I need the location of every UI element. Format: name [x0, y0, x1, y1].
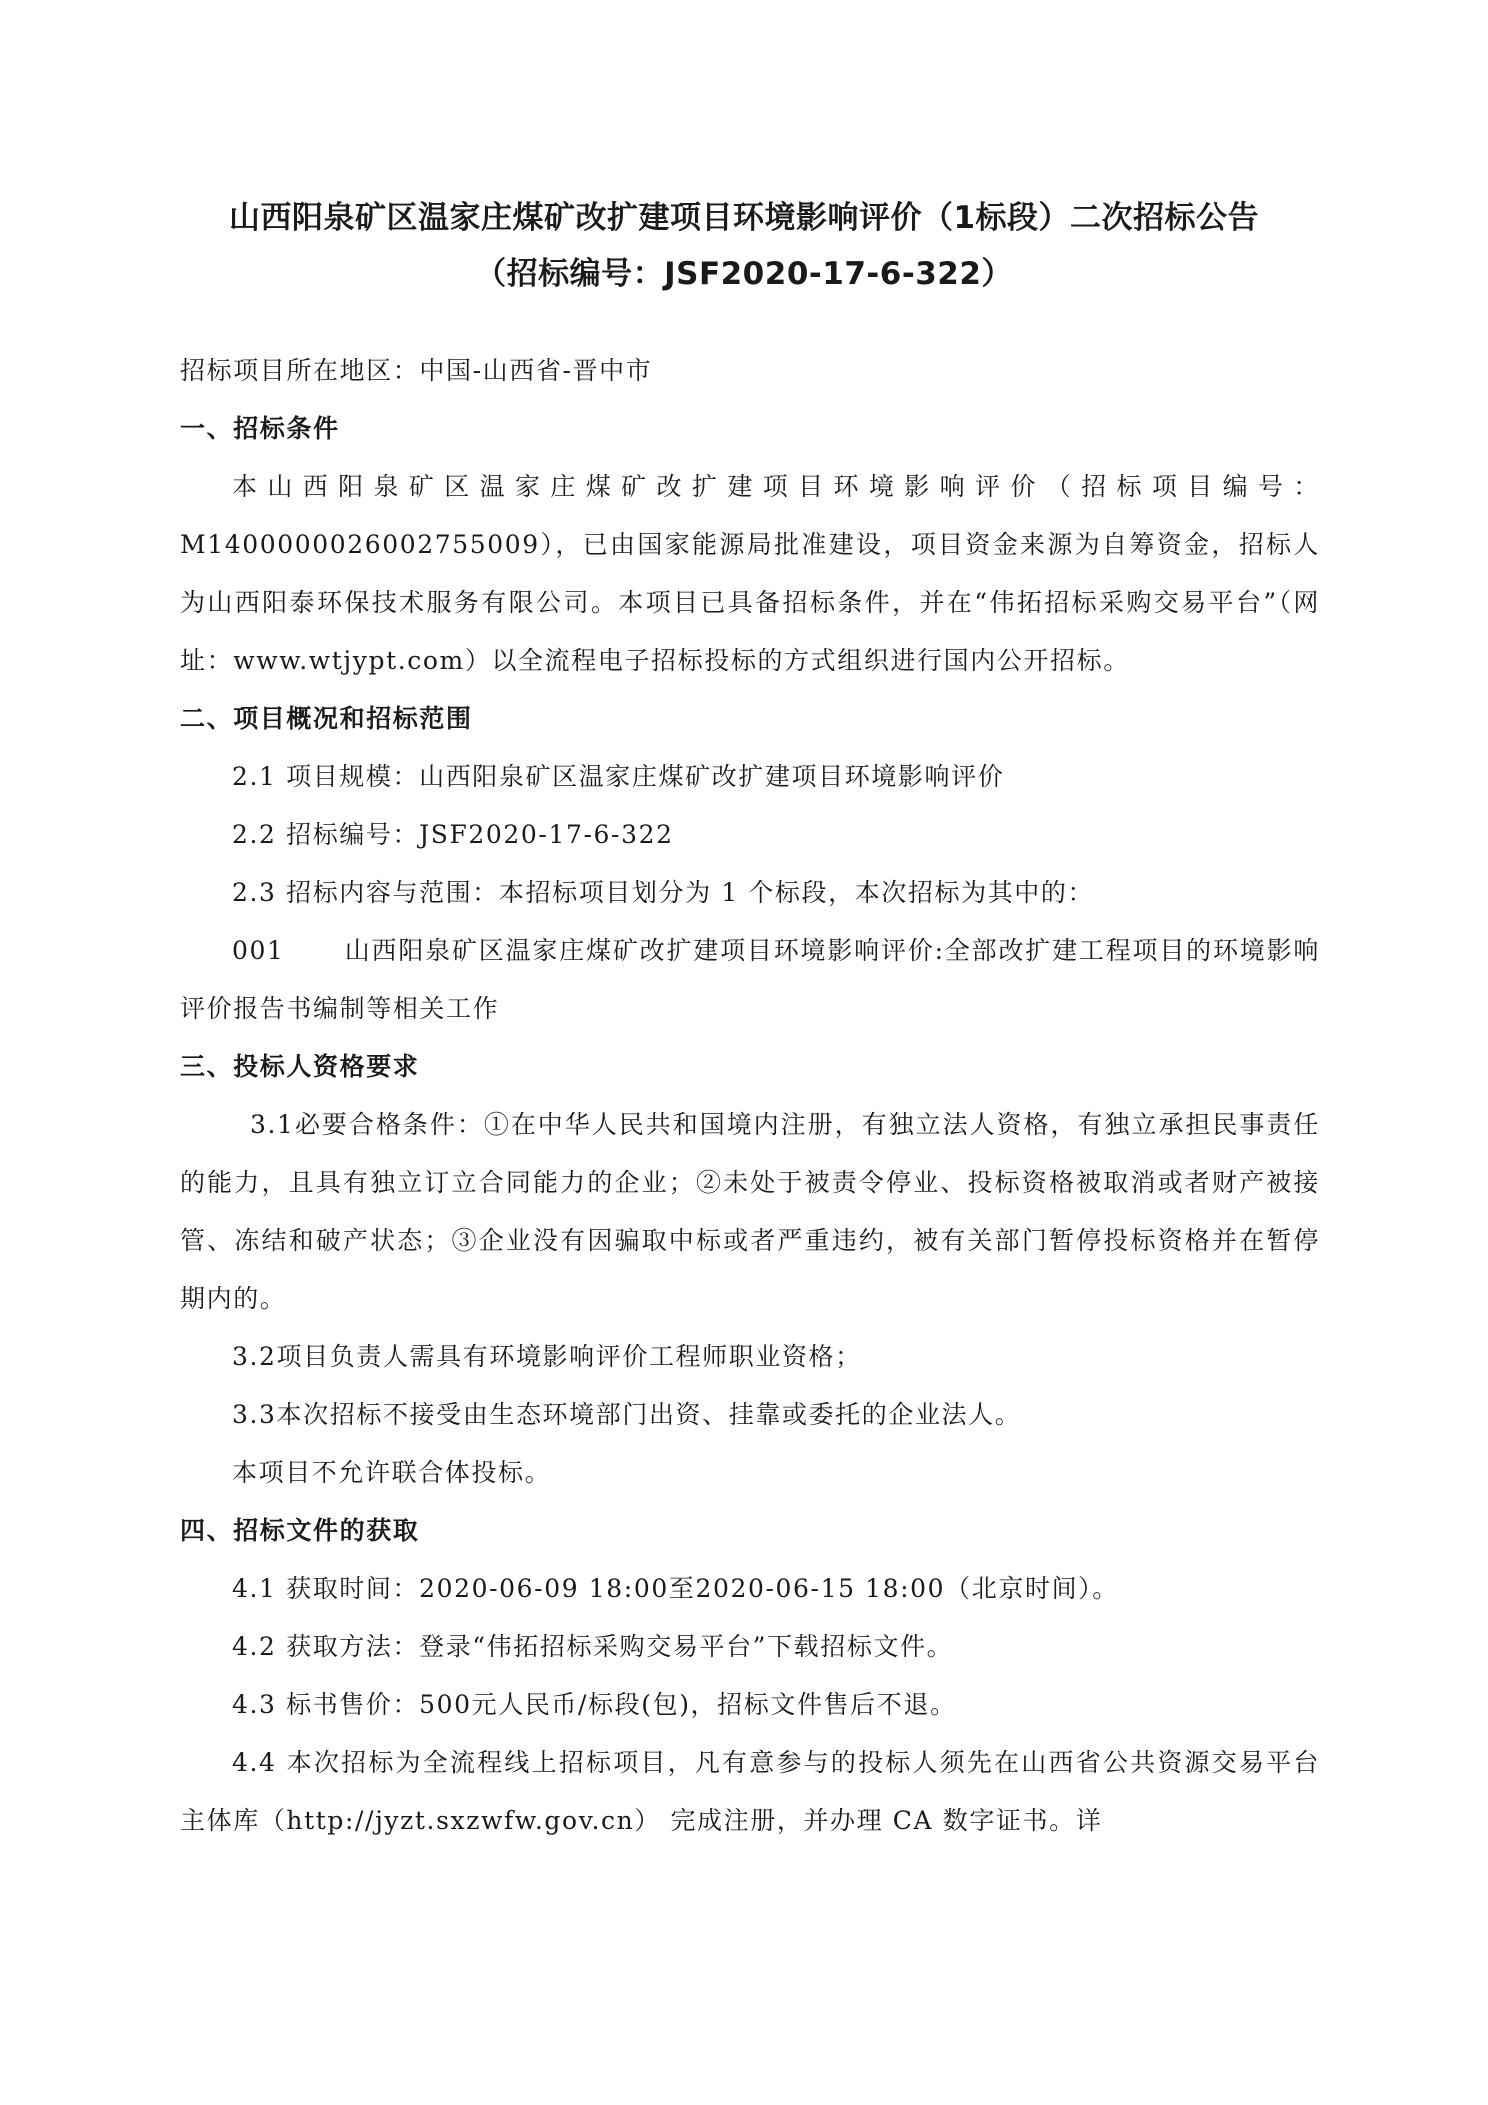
title-line-2: （招标编号：JSF2020-17-6-322）	[475, 256, 1013, 292]
section-4-item-3: 4.3 标书售价：500元人民币/标段(包)，招标文件售后不退。	[232, 1690, 957, 1719]
section-4-item-4: 4.4 本次招标为全流程线上招标项目，凡有意参与的投标人须先在山西省公共资源交易平台主体库（http://jyzt.sxzwfw.gov.cn） 完成注册，并办理 CA 数字证书。详	[180, 1748, 1320, 1835]
section-1-paragraph: 本山西阳泉矿区温家庄煤矿改扩建项目环境影响评价（招标项目编号：M1400000026002755009），已由国家能源局批准建设，项目资金来源为自筹资金，招标人为山西阳泰环保技术服务有限公司。本项目已具备招标条件，并在“伟拓招标采购交易平台”（网址：www.wtjypt.com）以全流程电子招标投标的方式组织进行国内公开招标。	[180, 472, 1320, 675]
section-3-item-3: 3.3本次招标不接受由生态环境部门出资、挂靠或委托的企业法人。	[232, 1400, 1022, 1429]
section-2-item-1: 2.1 项目规模：山西阳泉矿区温家庄煤矿改扩建项目环境影响评价	[232, 762, 1005, 791]
section-2-heading: 二、项目概况和招标范围	[180, 704, 473, 733]
section-4-item-1: 4.1 获取时间：2020-06-09 18:00至2020-06-15 18:00（北京时间）。	[232, 1574, 1119, 1603]
section-4-item-2: 4.2 获取方法：登录“伟拓招标采购交易平台”下载招标文件。	[232, 1632, 954, 1661]
project-region: 招标项目所在地区：中国-山西省-晋中市	[180, 356, 653, 385]
document-body	[180, 342, 1320, 1850]
section-4-heading: 四、招标文件的获取	[180, 1516, 420, 1545]
section-3-item-2: 3.2项目负责人需具有环境影响评价工程师职业资格；	[232, 1342, 862, 1371]
section-3-heading: 三、投标人资格要求	[180, 1052, 420, 1081]
document-title	[0, 190, 1488, 302]
section-2-item-3: 2.3 招标内容与范围：本招标项目划分为 1 个标段，本次招标为其中的：	[232, 878, 1095, 907]
section-2-item-2: 2.2 招标编号：JSF2020-17-6-322	[232, 820, 674, 849]
section-3-item-1: 3.1必要合格条件：①在中华人民共和国境内注册，有独立法人资格，有独立承担民事责任的能力，且具有独立订立合同能力的企业；②未处于被责令停业、投标资格被取消或者财产被接管、冻结和破产状态；③企业没有因骗取中标或者严重违约，被有关部门暂停投标资格并在暂停期内的。	[180, 1110, 1320, 1313]
section-3-item-4: 本项目不允许联合体投标。	[232, 1458, 552, 1487]
lot-description: 山西阳泉矿区温家庄煤矿改扩建项目环境影响评价:全部改扩建工程项目的环境影响评价报告书编制等相关工作	[180, 936, 1320, 1023]
section-2-lot	[180, 922, 1320, 1038]
lot-code: 001	[232, 936, 285, 965]
title-line-1: 山西阳泉矿区温家庄煤矿改扩建项目环境影响评价（1标段）二次招标公告	[228, 200, 1260, 236]
section-1-heading: 一、招标条件	[180, 414, 340, 443]
